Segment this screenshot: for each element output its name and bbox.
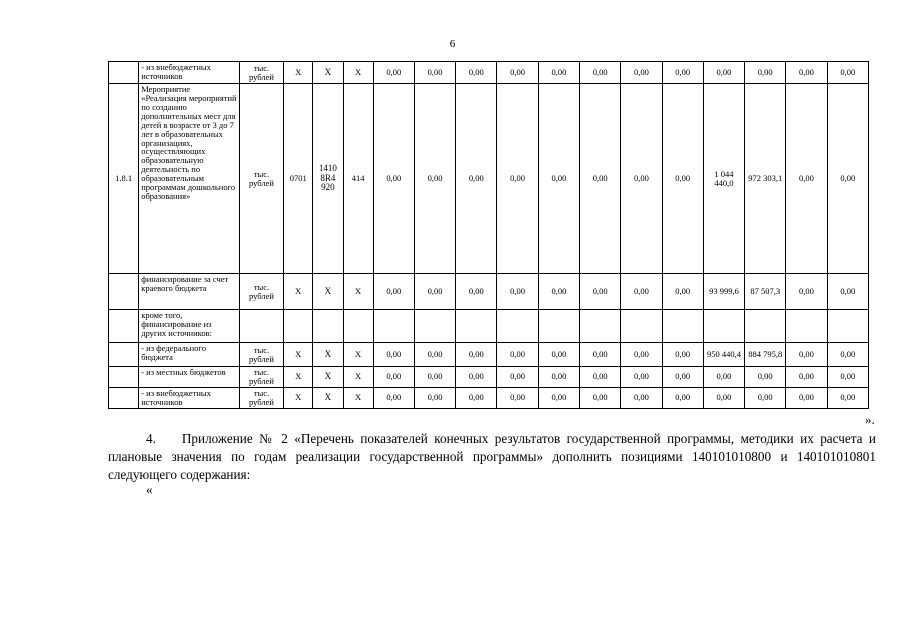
table-row [109, 84, 869, 274]
table-cell: 0,00 [373, 387, 414, 408]
table-cell [284, 310, 313, 343]
table-cell [621, 310, 662, 343]
table-cell [109, 62, 139, 84]
table-cell: 0,00 [414, 274, 455, 310]
table-cell: 0,00 [580, 343, 621, 367]
table-cell [109, 367, 139, 388]
table-cell: X [313, 387, 343, 408]
table-cell: X [284, 274, 313, 310]
table-cell: X [284, 387, 313, 408]
table-cell [239, 310, 283, 343]
table-cell: X [343, 343, 373, 367]
table-cell: X [343, 274, 373, 310]
table-cell: X [284, 367, 313, 388]
table-cell: тыс. рублей [239, 343, 283, 367]
table-cell: тыс. рублей [239, 62, 283, 84]
table-cell: 0,00 [621, 343, 662, 367]
table-cell: 0,00 [621, 84, 662, 274]
table-cell: 0,00 [538, 387, 579, 408]
table-cell: 0,00 [621, 367, 662, 388]
table-cell [456, 310, 497, 343]
table-cell: X [284, 62, 313, 84]
table-cell [497, 310, 538, 343]
table-cell: 0,00 [373, 274, 414, 310]
row-label-cell: - из внебюджетных источников [139, 62, 240, 84]
table-cell [703, 310, 744, 343]
table-cell: 0,00 [662, 84, 703, 274]
table-cell [414, 310, 455, 343]
table-row [109, 310, 869, 343]
table-cell: X [343, 367, 373, 388]
table-cell: 0,00 [414, 367, 455, 388]
table-cell: 0,00 [745, 387, 786, 408]
table-row [109, 387, 869, 408]
table-cell: 0,00 [497, 274, 538, 310]
table-cell: тыс. рублей [239, 387, 283, 408]
table-cell: 0,00 [538, 274, 579, 310]
table-cell: 0,00 [786, 367, 827, 388]
table-cell: 0,00 [373, 367, 414, 388]
table-cell: 0,00 [621, 274, 662, 310]
table-cell: 0,00 [703, 62, 744, 84]
table-cell: 0,00 [786, 62, 827, 84]
table-cell: X [313, 367, 343, 388]
table-cell: 414 [343, 84, 373, 274]
table-cell: 0,00 [827, 274, 868, 310]
table-cell: 0,00 [414, 387, 455, 408]
amendment-paragraph [108, 430, 876, 484]
table-cell: 0,00 [745, 62, 786, 84]
table-cell: 0,00 [621, 387, 662, 408]
table-cell: 0,00 [662, 274, 703, 310]
table-cell: 0,00 [456, 84, 497, 274]
table-row [109, 343, 869, 367]
table-cell: 0,00 [373, 62, 414, 84]
table-cell: 0,00 [580, 387, 621, 408]
table-cell [109, 310, 139, 343]
table-cell: 0,00 [827, 62, 868, 84]
table-cell: 0,00 [456, 343, 497, 367]
table-cell: 0,00 [662, 62, 703, 84]
table-cell: 1.8.1 [109, 84, 139, 274]
budget-table [108, 61, 869, 409]
page-number: 6 [449, 38, 456, 50]
table-cell: 0,00 [786, 343, 827, 367]
table-cell [745, 310, 786, 343]
table-cell: X [284, 343, 313, 367]
table-cell: X [313, 62, 343, 84]
table-cell: 0,00 [745, 367, 786, 388]
table-cell: 0,00 [786, 387, 827, 408]
table-cell [343, 310, 373, 343]
table-cell: 0,00 [497, 84, 538, 274]
table-cell: 0,00 [456, 367, 497, 388]
table-cell: 0,00 [786, 274, 827, 310]
table-cell: 0,00 [373, 84, 414, 274]
table-cell: 0,00 [497, 62, 538, 84]
table-cell: 0,00 [456, 387, 497, 408]
table-cell: 0,00 [827, 387, 868, 408]
table-cell: 0,00 [414, 84, 455, 274]
table-cell [662, 310, 703, 343]
paragraph-number: 4. [146, 431, 156, 446]
table-cell [313, 310, 343, 343]
table-cell: 0,00 [827, 367, 868, 388]
table-row [109, 62, 869, 84]
table-cell: 0,00 [827, 343, 868, 367]
table-cell: X [313, 343, 343, 367]
table-cell [109, 343, 139, 367]
table-cell: 0,00 [414, 343, 455, 367]
table-cell [109, 274, 139, 310]
table-cell: 0,00 [621, 62, 662, 84]
table-cell: 0,00 [703, 387, 744, 408]
table-cell: 0701 [284, 84, 313, 274]
table-cell: 0,00 [497, 367, 538, 388]
table-cell [827, 310, 868, 343]
table-cell: 0,00 [373, 343, 414, 367]
table-cell: 0,00 [580, 62, 621, 84]
table-cell: 0,00 [538, 367, 579, 388]
table-cell: 884 795,8 [745, 343, 786, 367]
table-cell: тыс. рублей [239, 367, 283, 388]
table-row [109, 367, 869, 388]
table-cell: тыс. рублей [239, 274, 283, 310]
table-cell: 0,00 [497, 343, 538, 367]
row-label-cell: - из местных бюджетов [139, 367, 240, 388]
table-cell: 0,00 [538, 62, 579, 84]
table-cell: 0,00 [827, 84, 868, 274]
table-cell: 0,00 [580, 274, 621, 310]
table-cell [109, 387, 139, 408]
table-cell [580, 310, 621, 343]
closing-quote: ». [865, 412, 875, 427]
table-cell: 0,00 [662, 367, 703, 388]
table-cell: 0,00 [456, 274, 497, 310]
table-cell: 0,00 [662, 387, 703, 408]
table-cell: 0,00 [580, 84, 621, 274]
table-cell: 0,00 [538, 343, 579, 367]
row-label-cell: Мероприятие «Реализация мероприятий по созданию дополнительных мест для детей в возрасте от 3 до 7 лет в образовательных организациях, осуществляющих образовательную деятельность по образовательным программам дошкольного образования» [139, 84, 240, 274]
table-cell: 0,00 [786, 84, 827, 274]
table-cell [786, 310, 827, 343]
table-row [109, 274, 869, 310]
row-label-cell: кроме того, финансирование из других источников: [139, 310, 240, 343]
table-cell: X [343, 387, 373, 408]
opening-quote: « [146, 482, 153, 497]
table-cell: 0,00 [497, 387, 538, 408]
table-cell: 950 440,4 [703, 343, 744, 367]
table-cell: 0,00 [538, 84, 579, 274]
row-label-cell: - из федерального бюджета [139, 343, 240, 367]
table-cell: 0,00 [580, 367, 621, 388]
table-cell: 1410 8R4 920 [313, 84, 343, 274]
table-cell: 87 507,3 [745, 274, 786, 310]
table-cell: 0,00 [456, 62, 497, 84]
paragraph-text: Приложение № 2 «Перечень показателей конечных результатов государственной программы, методики их расчета и плановые значения по годам реализации государственной программы» дополнить позициями 140101010800 и 140101010801 следующего содержания: [108, 431, 876, 482]
table-cell: 93 999,6 [703, 274, 744, 310]
table-cell: тыс. рублей [239, 84, 283, 274]
table-cell: X [313, 274, 343, 310]
row-label-cell: финансирование за счет краевого бюджета [139, 274, 240, 310]
table-cell: 0,00 [703, 367, 744, 388]
table-cell: 972 303,1 [745, 84, 786, 274]
row-label-cell: - из внебюджетных источников [139, 387, 240, 408]
table-cell: 0,00 [414, 62, 455, 84]
table-cell [373, 310, 414, 343]
table-cell: 1 044 440,0 [703, 84, 744, 274]
table-cell: X [343, 62, 373, 84]
table-cell: 0,00 [662, 343, 703, 367]
table-cell [538, 310, 579, 343]
